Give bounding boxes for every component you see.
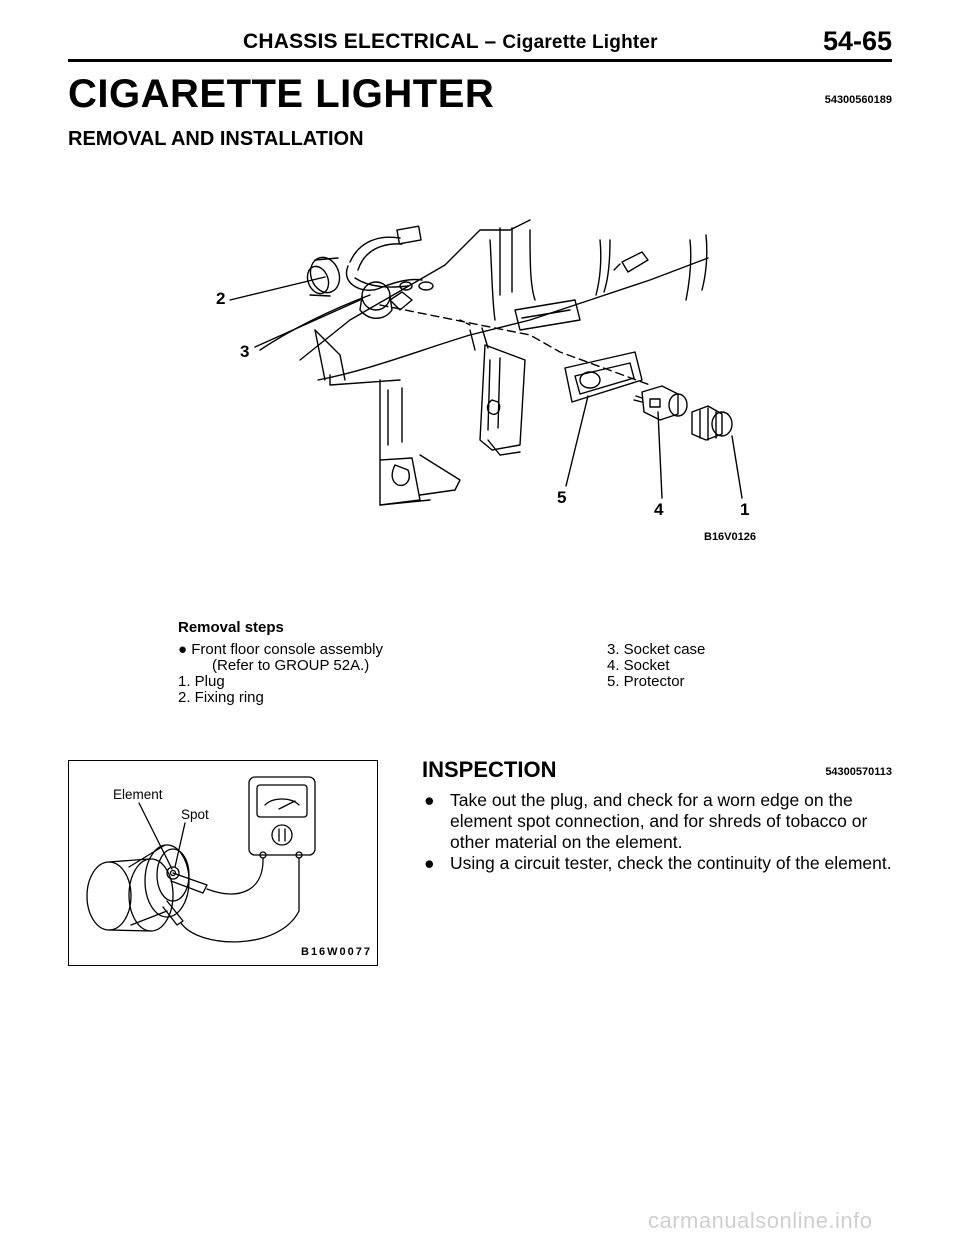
removal-diagram (216, 200, 770, 580)
bullet-icon: ● (178, 641, 188, 658)
label-spot: Spot (181, 807, 209, 822)
removal-step-item: 4. Socket (607, 657, 670, 674)
section-title: CIGARETTE LIGHTER (68, 72, 495, 116)
removal-step-item: ● Front floor console assembly (178, 641, 383, 658)
label-element: Element (113, 787, 163, 802)
figure1-code: B16V0126 (704, 531, 756, 543)
header-title-sub: Cigarette Lighter (502, 32, 658, 53)
removal-steps-heading: Removal steps (178, 619, 284, 636)
section-subtitle: REMOVAL AND INSTALLATION (68, 128, 364, 150)
inspection-diagram (68, 760, 378, 966)
inspection-title: INSPECTION (422, 757, 557, 782)
watermark: carmanualsonline.info (648, 1208, 873, 1233)
section-code: 54300560189 (824, 94, 892, 106)
bullet-icon: ● (424, 853, 435, 873)
callout-3: 3 (240, 342, 250, 361)
figure2-code: B16W0077 (301, 946, 373, 958)
removal-steps-right (607, 642, 807, 690)
removal-step-item: 1. Plug (178, 673, 225, 690)
removal-steps (178, 619, 778, 706)
page-header (68, 26, 892, 60)
header-title-main: CHASSIS ELECTRICAL (243, 30, 479, 53)
callout-5: 5 (557, 488, 567, 507)
removal-step-item: (Refer to GROUP 52A.) (212, 657, 370, 674)
inspection-item: ● Take out the plug, and check for a worn edge on the element spot connection, and for shreds of tobacco or other material on the element. (424, 790, 868, 852)
callout-1: 1 (740, 500, 750, 519)
inspection-diagram-drawing (69, 761, 376, 964)
header-divider (68, 59, 892, 62)
page-number: 54-65 (822, 26, 892, 56)
removal-step-item: 3. Socket case (607, 641, 706, 658)
inspection-item: ● Using a circuit tester, check the continuity of the element. (424, 853, 892, 873)
removal-step-item: 5. Protector (607, 673, 685, 690)
removal-step-item: 2. Fixing ring (178, 689, 264, 706)
inspection-list (422, 790, 894, 874)
callout-4: 4 (654, 500, 664, 519)
header-title-dash: – (478, 30, 503, 53)
removal-steps-left (178, 642, 478, 706)
callout-2: 2 (216, 289, 226, 308)
inspection-code: 54300570113 (825, 766, 892, 778)
bullet-icon: ● (424, 790, 435, 810)
header-title (243, 30, 658, 54)
